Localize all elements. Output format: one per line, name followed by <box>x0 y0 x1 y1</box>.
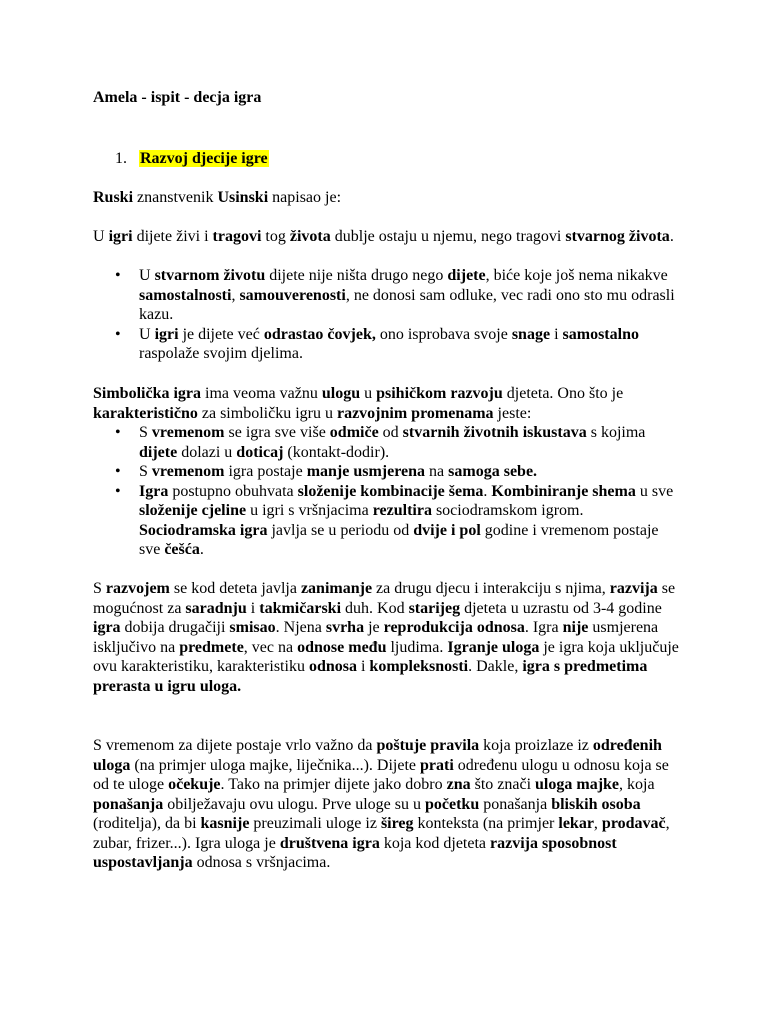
bullet-list-2 <box>93 423 683 560</box>
bold-text: doticaj <box>236 443 284 461</box>
bold-text: razvija sposobnost uspostavljanja <box>93 834 617 871</box>
bullet-marker: • <box>115 482 121 500</box>
bullet-marker: • <box>115 424 121 441</box>
bold-text: odnose među <box>297 638 387 656</box>
heading-text-highlighted: Razvoj djecije igre <box>140 150 268 167</box>
bold-text: starijeg <box>408 599 461 617</box>
bold-text: kompleksnosti <box>369 658 469 675</box>
bold-text: ponašanja <box>93 795 164 813</box>
bold-text: psihičkom razvoju <box>376 385 503 402</box>
bold-text: lekar <box>558 815 594 832</box>
bold-text: samostalnosti <box>139 286 232 304</box>
section-heading <box>115 149 705 169</box>
bold-text: Simbolička igra <box>93 385 202 402</box>
bold-text: uloga majke <box>535 776 620 793</box>
bold-text: odrastao čovjek, <box>263 325 376 343</box>
bold-text: prati <box>420 756 454 774</box>
bold-text: razvojem <box>105 580 170 597</box>
bold-text: stvarnog života <box>565 228 670 245</box>
list-item <box>93 325 683 364</box>
list-item-text: U igri je dijete već odrastao čovjek, ono isprobava svoje snage i samostalno raspolaže svojim djelima. <box>139 325 639 362</box>
list-item-text: S vremenom igra postaje manje usmjerena na samoga sebe. <box>139 463 538 480</box>
paragraph-razvoj: S razvojem se kod deteta javlja zanimanje za drugu djecu i interakciju s njima, razvija se mogućnost za saradnju i takmičarski duh. Kod starijeg djeteta u uzrastu od 3-4 godine igra dobija drugačiji smisao. Njena svrha je reprodukcija odnosa. Igra nije usmjerena isključivo na predmete, vec na odnose među ljudima. Igranje uloga je igra koja uključuje ovu karakteristiku, karakteristiku odnosa i kompleksnosti. Dakle, igra s predmetima prerasta u igru uloga. <box>93 580 679 695</box>
list-item <box>93 423 683 462</box>
bullet-marker: • <box>115 463 121 480</box>
bold-text: šireg <box>380 815 414 832</box>
list-item <box>93 266 683 325</box>
bold-text: reprodukcija odnosa <box>383 619 525 636</box>
bold-text: samoga sebe. <box>448 463 538 480</box>
paragraph-igri: U igri dijete živi i tragovi tog života dublje ostaju u njemu, nego tragovi stvarnog života. <box>93 228 674 245</box>
heading-number: 1. <box>115 150 127 167</box>
bold-text: samostalno <box>562 325 639 343</box>
bullet-marker: • <box>115 325 121 343</box>
bold-text: zanimanje <box>300 580 373 597</box>
bold-text: određenih uloga <box>93 737 662 774</box>
bold-text: vremenom <box>151 463 225 480</box>
bold-text: igra s predmetima prerasta u igru uloga. <box>93 658 648 695</box>
bold-text: Kombiniranje shema <box>491 482 636 500</box>
bullet-marker: • <box>115 267 121 284</box>
bold-text: očekuje <box>168 776 221 793</box>
bold-text: igra <box>93 619 121 636</box>
document-title: Amela - ispit - decja igra <box>93 89 262 106</box>
bold-text: odmiče <box>329 424 379 441</box>
bold-text: zna <box>446 776 471 793</box>
bold-text: snage <box>511 325 551 343</box>
bold-text: složenije kombinacije šema <box>297 482 484 500</box>
bold-text: manje usmjerena <box>306 463 426 480</box>
bold-text: društvena igra <box>279 834 380 852</box>
bold-text: saradnju <box>185 599 247 617</box>
bold-text: tragovi <box>212 228 262 245</box>
paragraph-simbolicka-igra: Simbolička igra ima veoma važnu ulogu u psihičkom razvoju djeteta. Ono što je karakteristično za simboličku igru u razvojnim promenama jeste: <box>93 385 624 422</box>
bold-text: češća <box>164 541 200 558</box>
bold-text: vremenom <box>151 424 225 441</box>
bold-text: svrha <box>325 619 365 636</box>
bold-text: dijete <box>139 443 178 461</box>
bold-text: poštuje pravila <box>376 737 480 754</box>
bold-text: složenije cjeline <box>139 502 247 519</box>
bold-text: smisao <box>229 619 276 636</box>
bold-text: razvija <box>609 580 658 597</box>
bold-text: igri <box>108 228 133 245</box>
intro-paragraph: Ruski znanstvenik Usinski napisao je: <box>93 189 342 206</box>
bold-text: stvarnih životnih iskustava <box>402 424 587 441</box>
bold-text: prodavač <box>601 815 666 832</box>
bullet-list-1 <box>93 266 683 364</box>
bold-text: života <box>289 228 331 245</box>
bold-text: Igra <box>139 482 169 500</box>
bold-text: bliskih osoba <box>551 795 641 813</box>
bold-text: karakteristično <box>93 404 198 422</box>
list-item <box>93 462 683 482</box>
bold-text: Usinski <box>217 189 269 206</box>
list-item <box>93 482 683 560</box>
bold-text: ulogu <box>321 385 361 402</box>
bold-text: takmičarski <box>259 599 342 617</box>
bold-text: samouverenosti <box>239 286 346 304</box>
bold-text: Igranje uloga <box>447 638 540 656</box>
bold-text: dijete <box>447 267 486 284</box>
bold-text: kasnije <box>200 815 250 832</box>
bold-text: početku <box>424 795 480 813</box>
bold-text: stvarnom životu <box>154 267 266 284</box>
bold-text: predmete <box>179 638 244 656</box>
list-item-text: Igra postupno obuhvata složenije kombinacije šema. Kombiniranje shema u sve složenije cjeline u igri s vršnjacima rezultira sociodramskom igrom. Sociodramska igra javlja se u periodu od dvije i pol godine i vremenom postaje sve češća. <box>139 482 674 558</box>
bold-text: odnosa <box>308 658 357 675</box>
bold-text: igri <box>154 325 179 343</box>
bold-text: nije <box>562 619 589 636</box>
bold-text: Ruski <box>93 189 134 206</box>
bold-text: Sociodramska igra <box>139 521 268 539</box>
list-item-text: S vremenom se igra sve više odmiče od stvarnih životnih iskustava s kojima dijete dolazi u doticaj (kontakt-dodir). <box>139 424 646 461</box>
bold-text: razvojnim promenama <box>336 404 494 422</box>
bold-text: dvije i pol <box>413 521 481 539</box>
paragraph-pravila: S vremenom za dijete postaje vrlo važno da poštuje pravila koja proizlaze iz određenih uloga (na primjer uloga majke, liječnika...). Dijete prati određenu ulogu u odnosu koja se od te uloge očekuje. Tako na primjer dijete jako dobro zna što znači uloga majke, koja ponašanja obilježavaju ovu ulogu. Prve uloge su u početku ponašanja bliskih osoba (roditelja), da bi kasnije preuzimali uloge iz šireg konteksta (na primjer lekar, prodavač, zubar, frizer...). Igra uloga je društvena igra koja kod djeteta razvija sposobnost uspostavljanja odnosa s vršnjacima. <box>93 737 670 871</box>
list-item-text: U stvarnom životu dijete nije ništa drugo nego dijete, biće koje još nema nikakve samostalnosti, samouverenosti, ne donosi sam odluke, vec radi ono sto mu odrasli kazu. <box>139 267 675 323</box>
bold-text: rezultira <box>372 502 432 519</box>
